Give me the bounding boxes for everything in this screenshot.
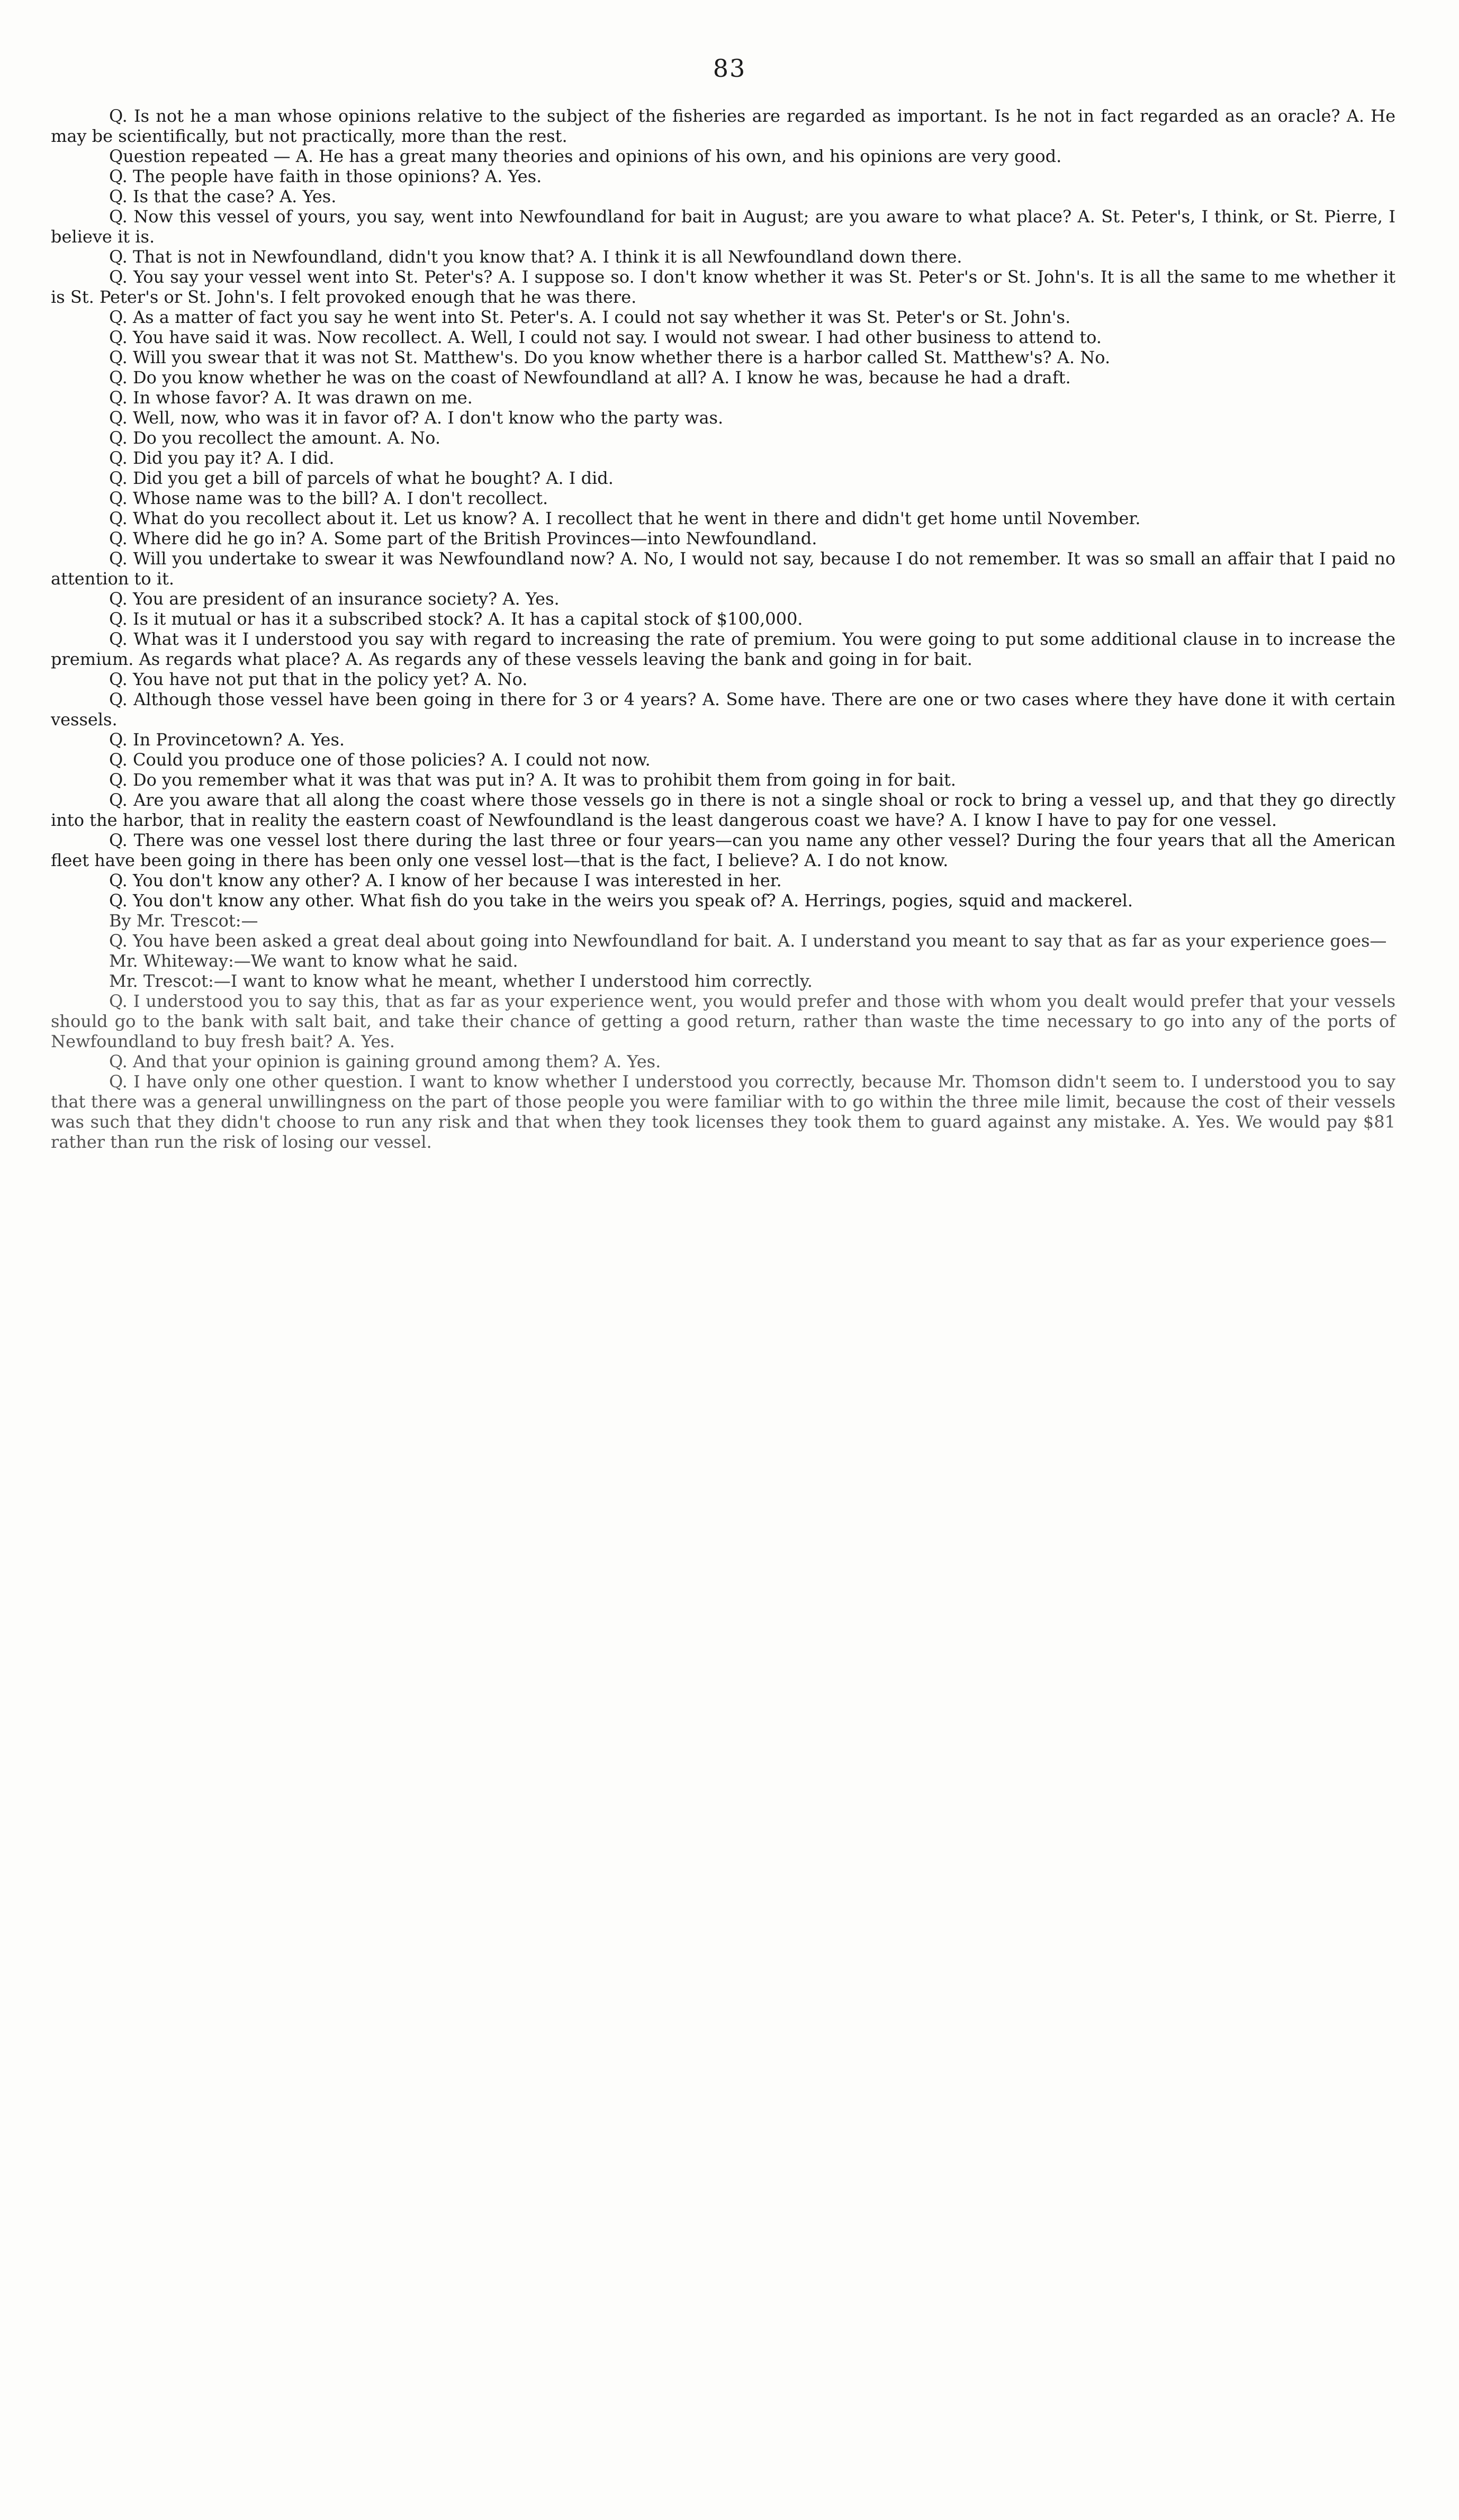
paragraph: Q. Could you produce one of those policies? A. I could not now. [109, 750, 651, 770]
paragraph: Q. Will you undertake to swear it was Newfoundland now? A. No, I would not say, because I do not remember. It was so small an affair that I paid no attention to it. [51, 548, 1395, 589]
paragraph: Q. Is it mutual or has it a subscribed stock? A. It has a capital stock of $100,000. [109, 609, 803, 629]
paragraph: Q. That is not in Newfoundland, didn't you know that? A. I think it is all Newfoundland down there. [109, 247, 962, 267]
paragraph: By Mr. Trescot:— [109, 911, 258, 931]
page-number: 83 [713, 54, 746, 83]
paragraph: Q. What was it I understood you say with regard to increasing the rate of premium. You were going to put some additional clause in to increase the premium. As regards what place? A. As regards any of these vessels leaving the bank and going in for bait. [51, 629, 1395, 669]
paragraph: Q. Although those vessel have been going in there for 3 or 4 years? A. Some have. There are one or two cases where they have done it with certain vessels. [51, 689, 1395, 730]
paragraph: Q. What do you recollect about it. Let us know? A. I recollect that he went in there and didn't get home until November. [109, 508, 1141, 528]
paragraph: Q. You have not put that in the policy yet? A. No. [109, 669, 528, 689]
paragraph: Q. The people have faith in those opinions? A. Yes. [109, 166, 542, 186]
paragraph: Q. Well, now, who was it in favor of? A. I don't know who the party was. [109, 408, 724, 428]
paragraph: Q. Do you remember what it was that was put in? A. It was to prohibit them from going in for bait. [109, 770, 956, 790]
paragraph: Q. In Provincetown? A. Yes. [109, 730, 345, 750]
paragraph: Q. You don't know any other? A. I know of her because I was interested in her. [109, 870, 782, 890]
paragraph: Q. In whose favor? A. It was drawn on me. [109, 388, 473, 408]
paragraph: Q. And that your opinion is gaining ground among them? A. Yes. [109, 1051, 661, 1072]
paragraph: Q. I understood you to say this, that as far as your experience went, you would prefer and those with whom you dealt would prefer that your vessels should go to the bank with salt bait, and take their chance of getting a good return, rather than waste the time necessary to go into any of the ports of Newfoundland to buy fresh bait? A. Yes. [51, 991, 1395, 1051]
paragraph: Q. I have only one other question. I want to know whether I understood you correctly, because Mr. Thomson didn't seem to. I understood you to say that there was a general unwillingness on the part of those people you were familiar with to go within the three mile limit, because the cost of their vessels was such that they didn't choose to run any risk and that when they took licenses they took them to guard against any mistake. A. Yes. We would pay $81 rather than run the risk of losing our vessel. [51, 1072, 1395, 1152]
paragraph: Q. You don't know any other. What fish do you take in the weirs you speak of? A. Herrings, pogies, squid and mackerel. [109, 890, 1133, 911]
paragraph: Q. Will you swear that it was not St. Matthew's. Do you know whether there is a harbor called St. Matthew's? A. No. [109, 347, 1111, 367]
paragraph: Q. Do you know whether he was on the coast of Newfoundland at all? A. I know he was, because he had a draft. [109, 367, 1071, 388]
paragraph: Q. Now this vessel of yours, you say, went into Newfoundland for bait in August; are you aware to what place? A. St. Peter's, I think, or St. Pierre, I believe it is. [51, 206, 1395, 247]
paragraph: Q. Did you pay it? A. I did. [109, 448, 335, 468]
paragraph: Q. You have been asked a great deal about going into Newfoundland for bait. A. I understand you meant to say that as far as your experience goes— [109, 931, 1387, 951]
paragraph: Mr. Whiteway:—We want to know what he said. [109, 951, 518, 971]
testimony-text [51, 106, 1395, 1152]
paragraph: Q. As a matter of fact you say he went into St. Peter's. A. I could not say whether it was St. Peter's or St. John's. [109, 307, 1071, 327]
paragraph: Q. Are you aware that all along the coast where those vessels go in there is not a single shoal or rock to bring a vessel up, and that they go directly into the harbor, that in reality the eastern coast of Newfoundland is the least dangerous coast we have? A. I know I have to pay for one vessel. [51, 790, 1395, 830]
paragraph: Q. Do you recollect the amount. A. No. [109, 428, 440, 448]
paragraph: Q. Where did he go in? A. Some part of the British Provinces—into Newfoundland. [109, 528, 817, 548]
paragraph: Q. You are president of an insurance society? A. Yes. [109, 589, 560, 609]
paragraph: Q. Whose name was to the bill? A. I don't recollect. [109, 488, 548, 508]
paragraph: Question repeated — A. He has a great many theories and opinions of his own, and his opinions are very good. [109, 146, 1062, 166]
paragraph: Q. Is that the case? A. Yes. [109, 186, 337, 206]
paragraph: Q. Is not he a man whose opinions relative to the subject of the fisheries are regarded as important. Is he not in fact regarded as an oracle? A. He may be scientifically, but not practically, more than the rest. [51, 106, 1395, 146]
paragraph: Mr. Trescot:—I want to know what he meant, whether I understood him correctly. [109, 971, 813, 991]
paragraph: Q. Did you get a bill of parcels of what he bought? A. I did. [109, 468, 614, 488]
paragraph: Q. There was one vessel lost there during the last three or four years—can you name any other vessel? During the four years that all the American fleet have been going in there has been only one vessel lost—that is the fact, I believe? A. I do not know. [51, 830, 1395, 870]
paragraph: Q. You have said it was. Now recollect. A. Well, I could not say. I would not swear. I had other business to attend to. [109, 327, 1102, 347]
paragraph: Q. You say your vessel went into St. Peter's? A. I suppose so. I don't know whether it was St. Peter's or St. John's. It is all the same to me whether it is St. Peter's or St. John's. I felt provoked enough that he was there. [51, 267, 1395, 307]
